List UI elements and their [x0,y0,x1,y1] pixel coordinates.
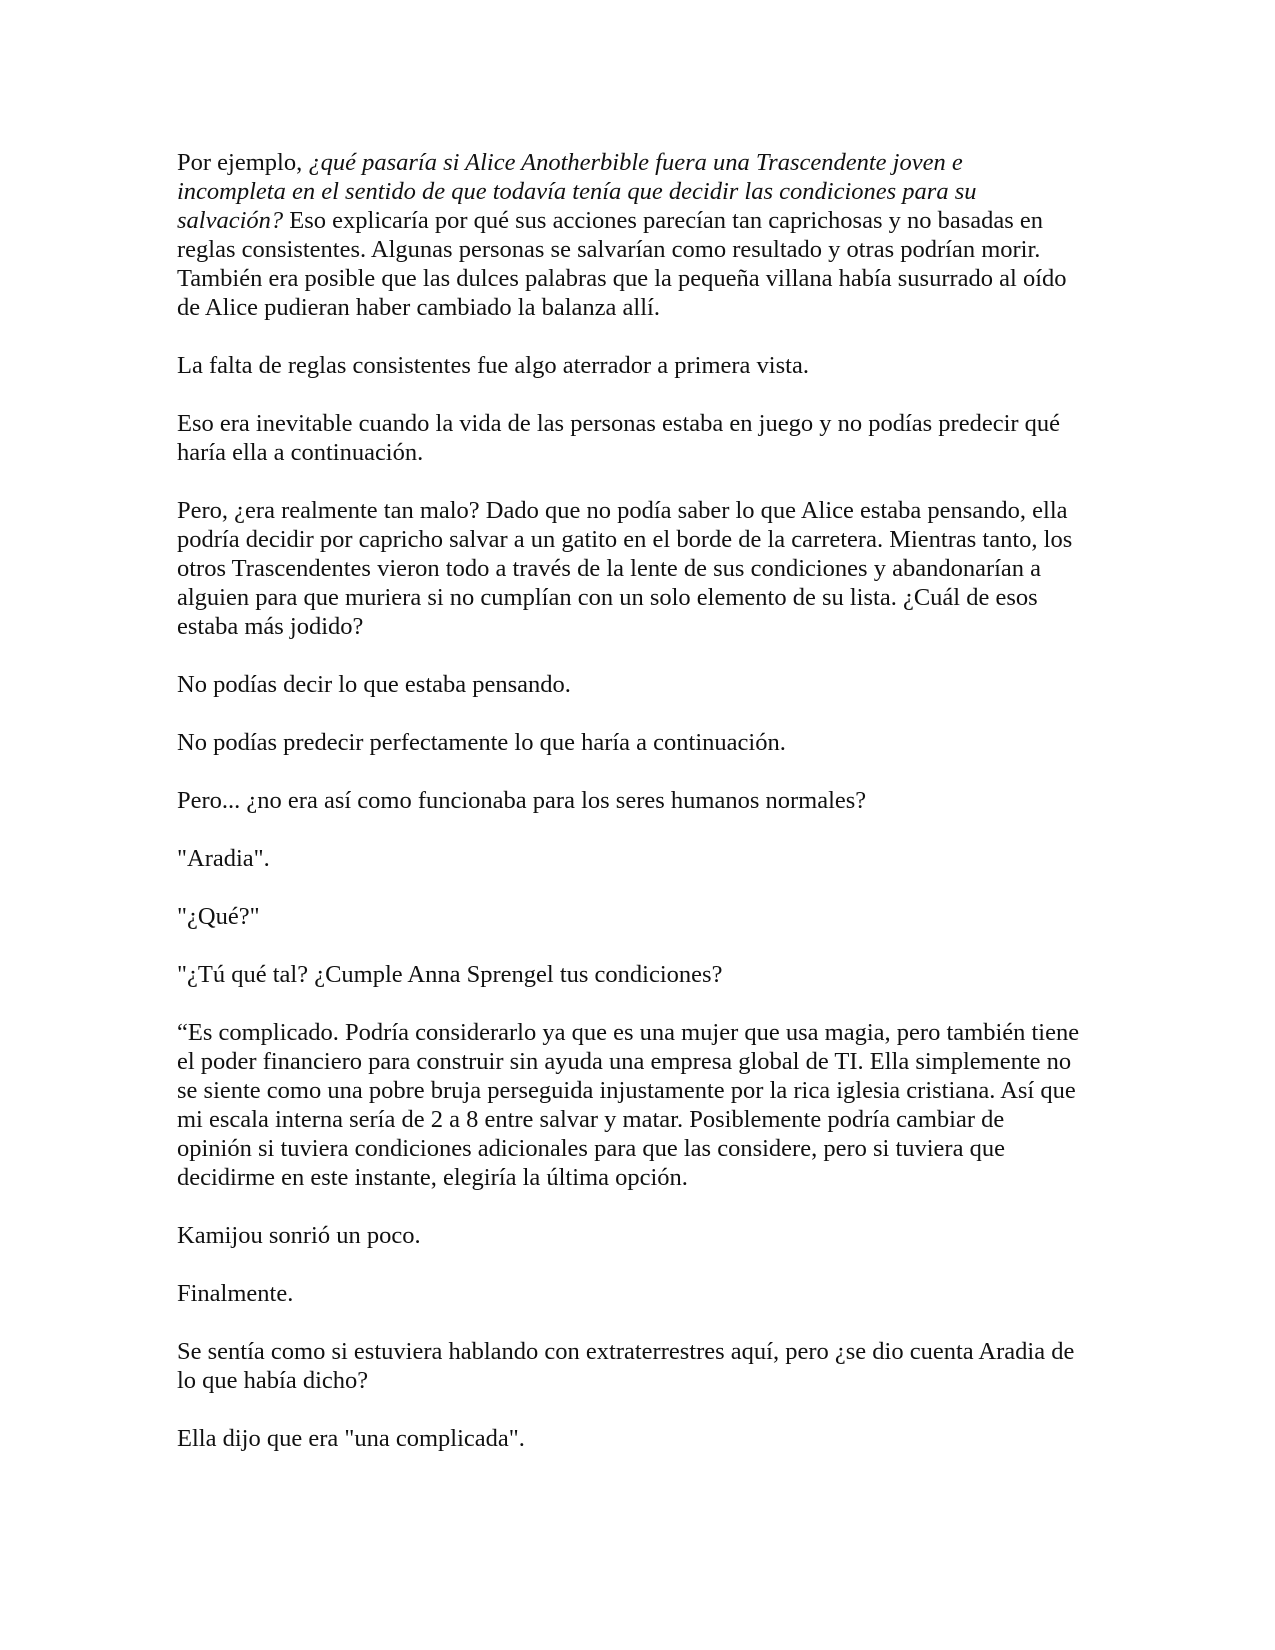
text-run: estaba más jodido? [177,613,364,640]
text-run: lo que había dicho? [177,1367,369,1394]
text-line [177,1076,1117,1105]
paragraph [177,496,1117,641]
text-run: Por ejemplo, [177,149,309,176]
text-line [177,496,1117,525]
text-line [177,438,1117,467]
text-line [177,670,1117,699]
text-line [177,1105,1117,1134]
text-run: opinión si tuviera condiciones adicionales para que las considere, pero si tuviera que [177,1135,1005,1162]
text-run: Finalmente. [177,1280,294,1307]
text-run: de Alice pudieran haber cambiado la balanza allí. [177,294,660,321]
text-line [177,293,1117,322]
text-run: “Es complicado. Podría considerarlo ya que es una mujer que usa magia, pero también tiene [177,1019,1080,1046]
italic-text: salvación? [177,207,284,234]
text-run: otros Trascendentes vieron todo a través de la lente de sus condiciones y abandonarían a [177,555,1042,582]
text-run: No podías decir lo que estaba pensando. [177,671,571,698]
paragraph [177,1279,1117,1308]
text-run: Eso explicaría por qué sus acciones parecían tan caprichosas y no basadas en [283,207,1044,234]
text-line [177,1134,1117,1163]
text-line [177,1366,1117,1395]
text-run: No podías predecir perfectamente lo que haría a continuación. [177,729,786,756]
text-line [177,1163,1117,1192]
text-line [177,1337,1117,1366]
paragraph [177,148,1117,322]
text-run: mi escala interna sería de 2 a 8 entre salvar y matar. Posiblemente podría cambiar de [177,1106,1005,1133]
text-run: Kamijou sonrió un poco. [177,1222,421,1249]
text-line [177,554,1117,583]
text-run: Ella dijo que era "una complicada". [177,1425,525,1452]
italic-text: ¿qué pasaría si Alice Anotherbible fuera una Trascendente joven e [308,149,963,176]
text-run: La falta de reglas consistentes fue algo aterrador a primera vista. [177,352,809,379]
paragraph [177,902,1117,931]
text-line [177,148,1117,177]
text-line [177,844,1117,873]
paragraph [177,1018,1117,1192]
text-line [177,409,1117,438]
paragraph [177,960,1117,989]
paragraph [177,351,1117,380]
text-run: el poder financiero para construir sin ayuda una empresa global de TI. Ella simplemente no [177,1048,1072,1075]
text-line [177,351,1117,380]
text-run: "¿Tú qué tal? ¿Cumple Anna Sprengel tus condiciones? [177,961,723,988]
italic-text: incompleta en el sentido de que todavía tenía que decidir las condiciones para su [177,178,977,205]
text-run: Pero... ¿no era así como funcionaba para los seres humanos normales? [177,787,867,814]
text-run: reglas consistentes. Algunas personas se salvarían como resultado y otras podrían morir. [177,236,1041,263]
text-run: Pero, ¿era realmente tan malo? Dado que no podía saber lo que Alice estaba pensando, ella [177,497,1068,524]
text-line [177,1018,1117,1047]
text-line [177,1047,1117,1076]
text-run: "Aradia". [177,845,270,872]
paragraph [177,1424,1117,1453]
text-run: Eso era inevitable cuando la vida de las personas estaba en juego y no podías predecir qué [177,410,1061,437]
text-line [177,612,1117,641]
text-run: se siente como una pobre bruja perseguida injustamente por la rica iglesia cristiana. Así que [177,1077,1076,1104]
text-run: "¿Qué?" [177,903,260,930]
paragraph [177,786,1117,815]
text-run: haría ella a continuación. [177,439,424,466]
text-line [177,264,1117,293]
text-line [177,583,1117,612]
text-line [177,960,1117,989]
paragraph [177,728,1117,757]
paragraph [177,844,1117,873]
text-run: También era posible que las dulces palabras que la pequeña villana había susurrado al oído [177,265,1067,292]
text-line [177,235,1117,264]
text-line [177,1424,1117,1453]
text-line [177,1279,1117,1308]
text-line [177,902,1117,931]
text-run: decidirme en este instante, elegiría la última opción. [177,1164,688,1191]
text-run: Se sentía como si estuviera hablando con extraterrestres aquí, pero ¿se dio cuenta Aradia de [177,1338,1075,1365]
text-line [177,786,1117,815]
paragraph [177,409,1117,467]
text-line [177,177,1117,206]
paragraph [177,670,1117,699]
text-line [177,525,1117,554]
text-run: alguien para que muriera si no cumplían con un solo elemento de su lista. ¿Cuál de esos [177,584,1038,611]
paragraph [177,1337,1117,1395]
text-run: podría decidir por capricho salvar a un gatito en el borde de la carretera. Mientras tanto, los [177,526,1073,553]
paragraph [177,1221,1117,1250]
text-line [177,206,1117,235]
document-page [177,148,1117,1482]
text-line [177,728,1117,757]
text-line [177,1221,1117,1250]
